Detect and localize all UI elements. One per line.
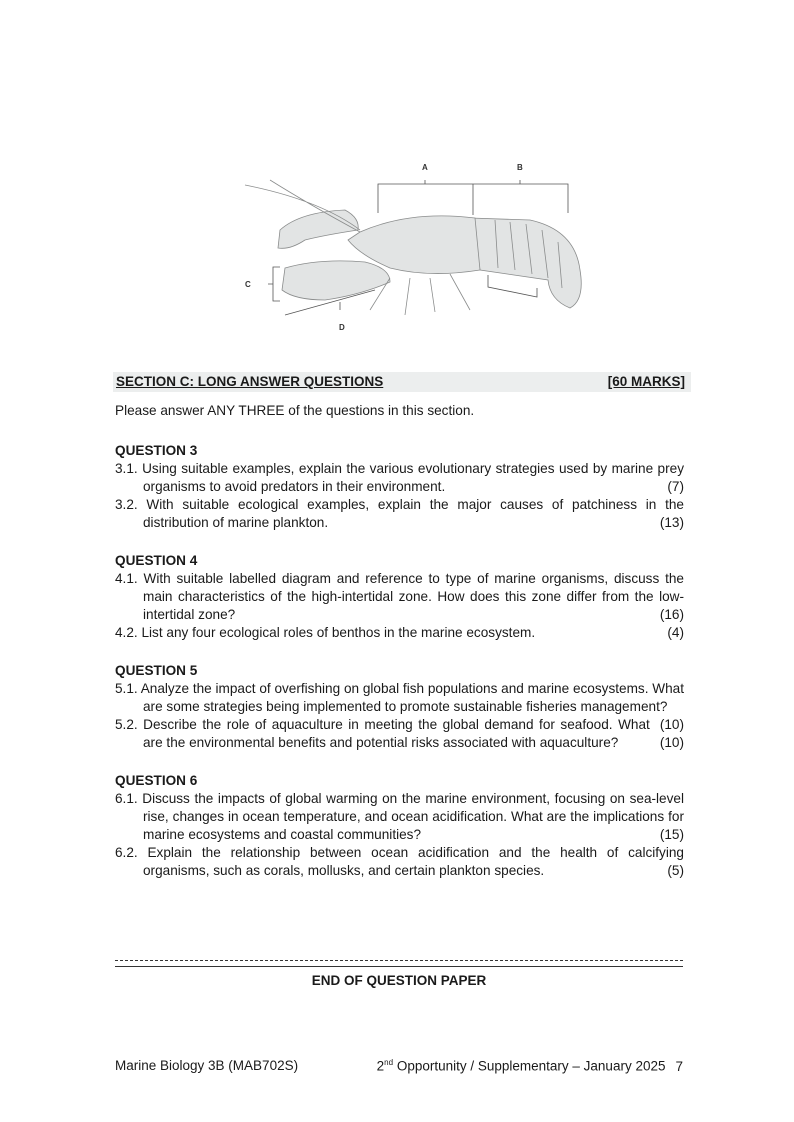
item-marks: (7)	[667, 479, 684, 494]
item-marks: (10)	[659, 717, 684, 732]
label-d: D	[339, 323, 345, 332]
questions	[115, 402, 684, 900]
question-title: QUESTION 5	[115, 663, 198, 678]
footer-right	[377, 1058, 683, 1074]
label-c: C	[245, 280, 251, 289]
upper-claw	[278, 210, 358, 248]
question-title: QUESTION 6	[115, 773, 198, 788]
lobster-diagram	[230, 150, 610, 340]
instruction: Please answer ANY THREE of the questions in this section.	[115, 403, 475, 418]
dashed-divider	[115, 960, 683, 961]
question-4	[115, 552, 684, 642]
question-item: 4.1. With suitable labelled diagram and reference to type of marine organisms, discuss the main characteristics of the high-intertidal zone. How does this zone differ from the low-intertidal zone? (16)	[115, 571, 684, 622]
question-item: 5.2. Describe the role of aquaculture in meeting the global demand for seafood. What are the environmental benefits and potential risks associated with aquaculture? (10)	[115, 717, 684, 750]
question-3	[115, 442, 684, 532]
question-item: 6.2. Explain the relationship between ocean acidification and the health of calcifying organisms, such as corals, mollusks, and certain plankton species. (5)	[115, 845, 684, 878]
question-item: 3.2. With suitable ecological examples, explain the major causes of patchiness in the distribution of marine plankton. (13)	[115, 497, 684, 530]
item-marks: (5)	[667, 863, 684, 878]
section-title: SECTION C: LONG ANSWER QUESTIONS	[116, 374, 384, 389]
label-a: A	[422, 163, 428, 172]
question-5	[115, 662, 684, 752]
lower-claw	[282, 261, 390, 300]
item-marks: (10)	[659, 735, 684, 750]
item-marks: (16)	[659, 607, 684, 622]
question-title: QUESTION 3	[115, 443, 198, 458]
footer-course: Marine Biology 3B (MAB702S)	[115, 1058, 299, 1073]
question-6	[115, 772, 684, 880]
question-item: 5.1. Analyze the impact of overfishing on global fish populations and marine ecosystems. What are some strategies being implemented to promote sustainable fisheries management? (10)	[115, 681, 684, 732]
item-marks: (13)	[659, 515, 684, 530]
item-marks: (4)	[667, 625, 684, 640]
section-marks: [60 MARKS]	[607, 374, 685, 389]
page-number: 7	[675, 1058, 683, 1074]
label-b: B	[517, 163, 523, 172]
item-marks: (15)	[659, 827, 684, 842]
question-item: 3.1. Using suitable examples, explain the various evolutionary strategies used by marine prey organisms to avoid predators in their environment. (7)	[115, 461, 684, 494]
section-header	[113, 372, 691, 392]
question-item: 4.2. List any four ecological roles of benthos in the marine ecosystem. (4)	[115, 625, 684, 640]
solid-divider	[115, 966, 683, 967]
footer-opportunity: 2nd Opportunity / Supplementary – January 2025	[376, 1058, 666, 1074]
question-item: 6.1. Discuss the impacts of global warming on the marine environment, focusing on sea-level rise, changes in ocean temperature, and ocean acidification. What are the implications for marine ecosystems and coastal communities? (15)	[115, 791, 684, 842]
question-title: QUESTION 4	[115, 553, 198, 568]
end-of-paper: END OF QUESTION PAPER	[311, 973, 487, 988]
